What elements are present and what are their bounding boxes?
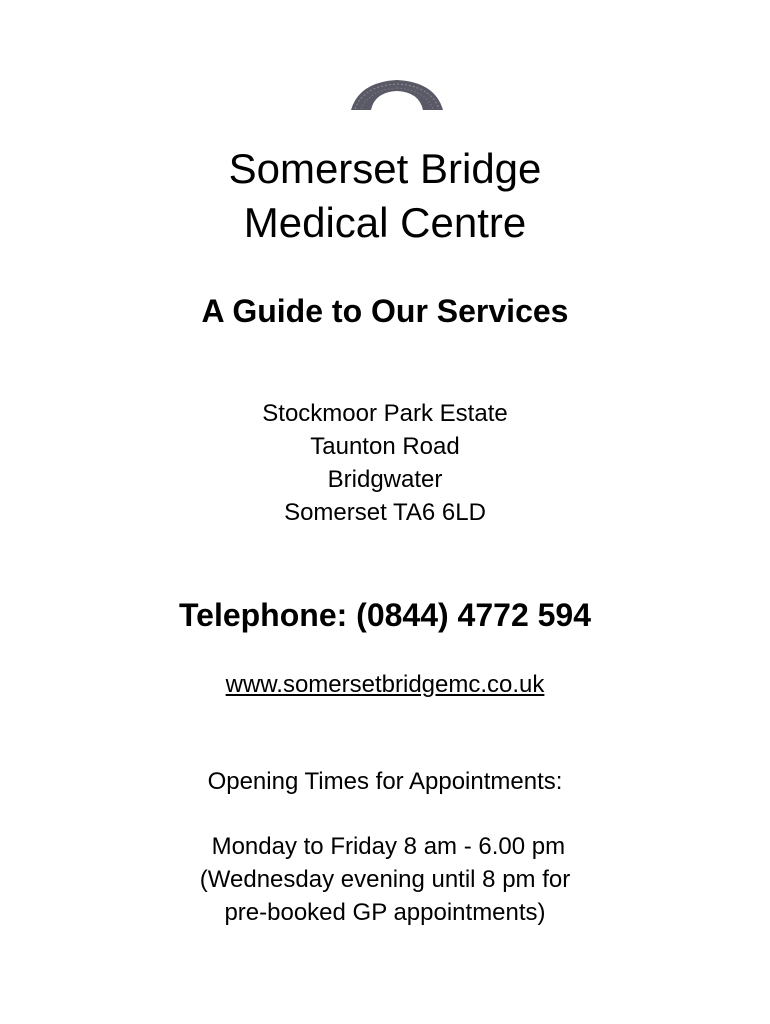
address-line-1: Stockmoor Park Estate bbox=[262, 400, 508, 427]
title-line-2: Medical Centre bbox=[243, 199, 527, 246]
title-line-1: Somerset Bridge bbox=[228, 145, 542, 192]
address-line-4: Somerset TA6 6LD bbox=[284, 499, 486, 526]
address-line-2: Taunton Road bbox=[310, 433, 460, 460]
bridge-icon bbox=[349, 76, 445, 112]
address-line-3: Bridgwater bbox=[327, 466, 443, 493]
opening-line-2: (Wednesday evening until 8 pm for bbox=[199, 866, 571, 893]
telephone: Telephone: (0844) 4772 594 bbox=[178, 597, 592, 633]
website-row bbox=[0, 670, 770, 700]
opening-heading: Opening Times for Appointments: bbox=[207, 768, 563, 795]
opening-line-1: Monday to Friday 8 am - 6.00 pm bbox=[204, 833, 566, 860]
website-link[interactable]: www.somersetbridgemc.co.uk bbox=[225, 671, 545, 698]
opening-line-3: pre-booked GP appointments) bbox=[224, 899, 546, 926]
subtitle: A Guide to Our Services bbox=[201, 293, 569, 329]
